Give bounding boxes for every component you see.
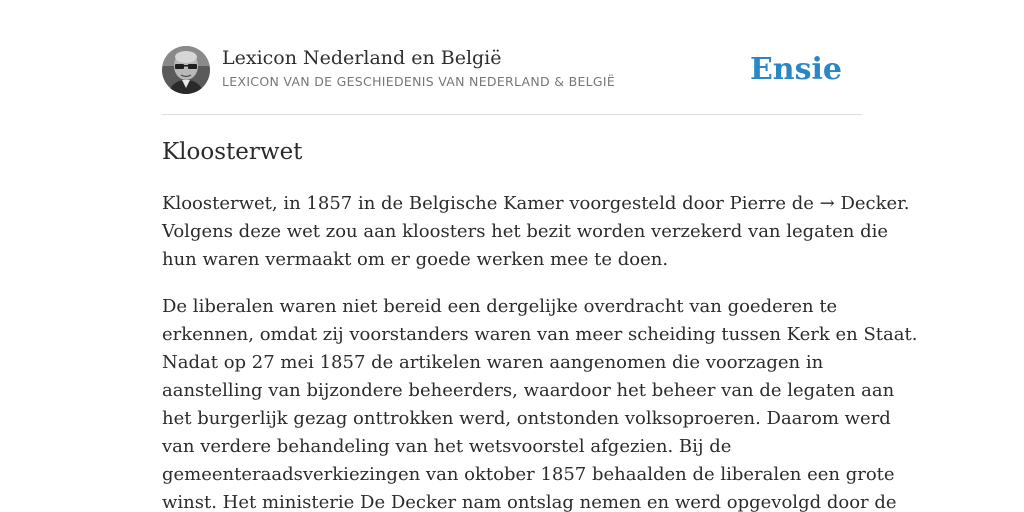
site-name[interactable]: Lexicon Nederland en België [222,47,502,69]
ensie-logo-link[interactable]: Ensie [749,52,842,87]
paragraph-line: aanstelling van bijzondere beheerders, waardoor het beheer van de legaten aan [162,380,895,401]
paragraph-line: het burgerlijk gezag onttrokken werd, ontstonden volksoproeren. Daarom werd [162,408,891,429]
paragraph-line: gemeenteraadsverkiezingen van oktober 1857 behaalden de liberalen een grote [162,464,895,485]
paragraph-line: De liberalen waren niet bereid een dergelijke overdracht van goederen te [162,296,838,317]
paragraph-line: erkennen, omdat zij voorstanders waren van meer scheiding tussen Kerk en Staat. [162,324,918,345]
article-paragraph-1 [162,190,910,274]
paragraph-line: winst. Het ministerie De Decker nam ontslag nemen en werd opgevolgd door de [162,492,897,512]
article-paragraph-2 [162,293,918,512]
article-title: Kloosterwet [162,139,303,165]
paragraph-line [162,190,910,218]
cross-reference-link[interactable] [820,193,904,214]
paragraph-line: Volgens deze wet zou aan kloosters het bezit worden verzekerd van legaten die [162,221,889,242]
avatar-portrait-image [162,46,210,94]
site-header [162,46,862,115]
paragraph-line: van verdere behandeling van het wetsvoorstel afgezien. Bij de [162,436,732,457]
paragraph-line: Nadat op 27 mei 1857 de artikelen waren aangenomen die voorzagen in [162,352,824,373]
article-body [162,190,918,512]
author-avatar [162,46,210,94]
arrow-right-icon: → [819,193,835,214]
page [162,0,918,512]
cross-reference-text: Decker [840,193,904,214]
site-subtitle: LEXICON VAN DE GESCHIEDENIS VAN NEDERLAND & BELGIË [222,74,616,89]
paragraph-text: . [903,193,910,214]
paragraph-text: Kloosterwet, in 1857 in de Belgische Kamer voorgesteld door Pierre de [162,193,820,214]
paragraph-line: hun waren vermaakt om er goede werken mee te doen. [162,249,669,270]
